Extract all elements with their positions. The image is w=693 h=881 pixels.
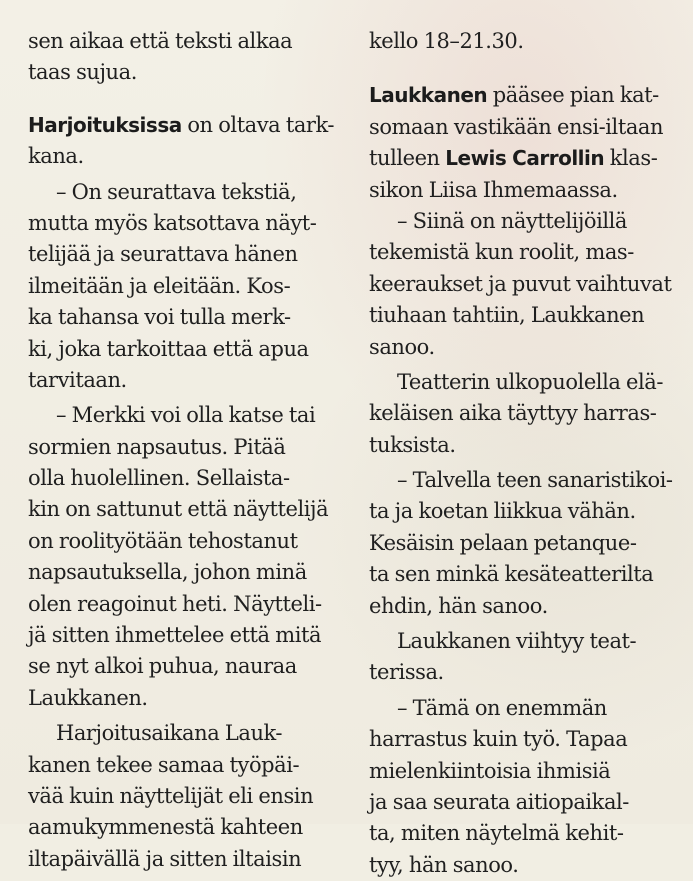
text-line: tiuhaan tahtiin, Laukkanen	[369, 303, 645, 328]
paragraph-gap	[369, 57, 669, 80]
text-line: telijää ja seurattava hänen	[28, 242, 298, 267]
lead-in-word: Laukkanen	[369, 83, 488, 108]
text-line	[28, 110, 344, 141]
text-line: ehdin, hän sanoo.	[369, 593, 548, 618]
paragraph	[369, 367, 669, 461]
text-line: keläisen aika täyttyy harras-	[369, 401, 657, 426]
text-line: kin on sattunut että näyttelijä	[28, 497, 329, 522]
text-line: ka tahansa voi tulla merk-	[28, 305, 291, 330]
paragraph	[28, 400, 344, 714]
paragraph	[369, 206, 672, 363]
text-line: taas sujua.	[28, 60, 137, 85]
text-line: kana.	[28, 144, 84, 169]
text-line: sen aikaa että teksti alkaa	[28, 29, 293, 53]
text-line: keeraukset ja puvut vaihtuvat	[369, 271, 672, 296]
text-line: olen reagoinut heti. Näytteli-	[28, 591, 322, 616]
text-span: klas-	[604, 146, 658, 171]
text-line: ta ja koetan liikkua vähän.	[369, 499, 636, 524]
text-line: ja saa seurata aitiopaikal-	[369, 789, 629, 814]
text-span: tulleen	[369, 146, 446, 171]
paragraph	[369, 465, 673, 622]
text-line: sikon Liisa Ihmemaassa.	[369, 177, 618, 202]
text-line: somaan vastikään ensi-iltaan	[369, 114, 664, 139]
text-line: iltapäivällä ja sitten iltaisin	[28, 846, 302, 871]
article-column-right	[369, 0, 673, 881]
text-line: – Talvella teen sanaristikoi-	[397, 468, 673, 493]
text-line: Harjoitusaikana Lauk-	[56, 721, 283, 746]
article-column-left	[28, 0, 344, 875]
paragraph	[369, 626, 669, 689]
lead-in-word: Harjoituksissa	[28, 112, 182, 137]
text-line: Kesäisin pelaan petanque-	[369, 530, 637, 555]
paragraph-gap	[28, 89, 344, 110]
text-line: tuksista.	[369, 432, 456, 457]
text-line: jä sitten ihmettelee että mitä	[28, 623, 322, 648]
text-line: kanen tekee samaa työpäi-	[28, 752, 300, 777]
text-line	[369, 80, 669, 111]
text-line: Teatterin ulkopuolella elä-	[397, 369, 663, 394]
text-line: aamukymmenestä kahteen	[28, 815, 303, 840]
text-line: Laukkanen.	[28, 685, 148, 710]
text-line: tekemistä kun roolit, mas-	[369, 240, 634, 265]
text-line	[369, 143, 669, 174]
text-line: vää kuin näyttelijät eli ensin	[28, 783, 314, 808]
text-line: mielenkiintoisia ihmisiä	[369, 758, 611, 783]
text-line: olla huolellinen. Sellaista-	[28, 466, 290, 491]
text-span: pääsee pian kat-	[487, 83, 659, 108]
text-line: Laukkanen viihtyy teat-	[397, 629, 637, 654]
paragraph	[28, 110, 344, 173]
text-line: mutta myös katsottava näyt-	[28, 210, 317, 235]
text-line: tarvitaan.	[28, 367, 127, 392]
text-span: on oltava tark-	[181, 112, 335, 137]
text-line: harrastus kuin työ. Tapaa	[369, 727, 628, 752]
text-line: ta, miten näytelmä kehit-	[369, 821, 624, 846]
paragraph	[28, 26, 344, 89]
text-line: tyy, hän sanoo.	[369, 852, 519, 877]
text-line: – Siinä on näyttelijöillä	[397, 208, 627, 233]
text-line: terissa.	[369, 660, 444, 685]
text-line: kello 18–21.30.	[369, 29, 524, 53]
text-line: – Merkki voi olla katse tai	[56, 403, 316, 428]
text-line: on roolityötään tehostanut	[28, 528, 298, 553]
text-line: ki, joka tarkoittaa että apua	[28, 336, 309, 361]
paragraph	[369, 693, 669, 881]
paragraph	[369, 80, 669, 206]
text-line: – Tämä on enemmän	[397, 695, 607, 720]
text-line: – On seurattava tekstiä,	[56, 179, 297, 204]
text-line: napsautuksella, johon minä	[28, 560, 307, 585]
paragraph	[28, 718, 344, 875]
text-line: se nyt alkoi puhua, nauraa	[28, 654, 297, 679]
paragraph	[369, 26, 669, 57]
text-line: ta sen minkä kesäteatterilta	[369, 562, 654, 587]
text-line: sanoo.	[369, 334, 435, 359]
paragraph	[28, 177, 344, 397]
text-line: sormien napsautus. Pitää	[28, 434, 286, 459]
author-name: Lewis Carrollin	[445, 146, 605, 171]
text-line: ilmeitään ja eleitään. Kos-	[28, 273, 291, 298]
